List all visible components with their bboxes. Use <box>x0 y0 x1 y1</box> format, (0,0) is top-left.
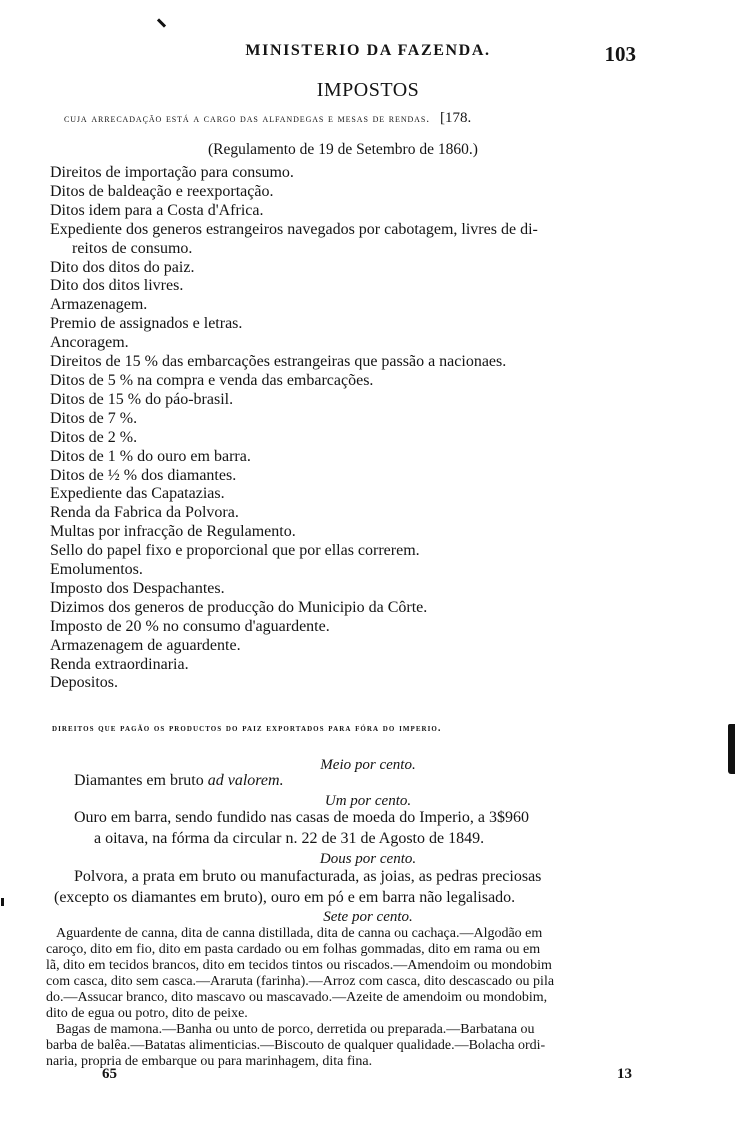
list-item: Ditos de 1 % do ouro em barra. <box>50 447 251 465</box>
rate-entry: caroço, dito em fio, dito em pasta cardado ou em folhas gommadas, dito em rama ou em <box>46 942 541 957</box>
list-item: Ditos de 5 % na compra e venda das embarcações. <box>50 371 374 389</box>
rate-entry: naria, propria de embarque ou para marinhagem, dita fina. <box>46 1054 373 1069</box>
rate-entry: barba de balêa.—Batatas alimenticias.—Biscouto de qualquer qualidade.—Bolacha ordi- <box>46 1038 546 1053</box>
export-section-heading: direitos que pagão os productos do paiz exportados para fóra do imperio. <box>52 723 442 734</box>
rate-entry-continuation: (excepto os diamantes em bruto), ouro em pó e em barra não legalisado. <box>54 889 516 906</box>
list-item: Ditos de ½ % dos diamantes. <box>50 466 237 484</box>
section-reference: [178. <box>439 110 472 126</box>
entry-italic: ad valorem. <box>207 772 284 789</box>
list-item: Armazenagem. <box>50 296 148 314</box>
running-title: MINISTERIO DA FAZENDA. <box>245 42 491 59</box>
list-item: Premio de assignados e letras. <box>50 315 243 333</box>
tax-list <box>50 164 690 693</box>
list-item: Depositos. <box>50 674 118 692</box>
rate-entry: com casca, dito sem casca.—Araruta (farinha).—Arroz com casca, dito descascado ou pila <box>46 974 555 989</box>
signature-mark-right: 13 <box>617 1066 632 1082</box>
list-item: Ditos de 2 %. <box>50 428 138 446</box>
list-item: Direitos de 15 % das embarcações estrangeiras que passão a nacionaes. <box>50 353 507 371</box>
rate-entry-continuation: a oitava, na fórma da circular n. 22 de 31 de Agosto de 1849. <box>94 830 485 847</box>
rate-heading-seven-percent: Sete por cento. <box>323 909 413 925</box>
subtitle-text: cuja arrecadação está a cargo das alfandegas e mesas de rendas. <box>64 113 430 125</box>
list-item: Direitos de importação para consumo. <box>50 164 294 181</box>
list-item: Ditos de baldeação e reexportação. <box>50 182 274 200</box>
page-number: 103 <box>604 42 636 66</box>
margin-mark <box>1 898 4 906</box>
list-item: Dito dos ditos livres. <box>50 277 184 295</box>
rate-entry: lã, dito em tecidos brancos, dito em tecidos tintos ou riscados.—Amendoim ou mondobim <box>46 958 552 973</box>
list-item: Imposto dos Despachantes. <box>50 579 225 597</box>
rate-entry: Polvora, a prata em bruto ou manufacturada, as joias, as pedras preciosas <box>74 868 542 885</box>
list-item: Emolumentos. <box>50 561 143 579</box>
rate-heading-one-percent: Um por cento. <box>324 793 412 809</box>
list-item: Expediente das Capatazias. <box>50 485 225 503</box>
list-item: Armazenagem de aguardente. <box>50 636 241 654</box>
list-item-continuation: reitos de consumo. <box>72 239 193 257</box>
subtitle <box>64 110 471 127</box>
list-item: Renda extraordinaria. <box>50 655 189 673</box>
rate-entry: Ouro em barra, sendo fundido nas casas de moeda do Imperio, a 3$960 <box>74 809 529 826</box>
list-item: Imposto de 20 % no consumo d'aguardente. <box>50 617 330 635</box>
list-item: Expediente dos generos estrangeiros navegados por cabotagem, livres de di- <box>50 220 538 238</box>
rate-entry: dito de egua ou potro, dito de peixe. <box>46 1006 248 1021</box>
ink-mark <box>157 18 166 27</box>
entry-text: Diamantes em bruto <box>74 772 208 789</box>
list-item: Sello do papel fixo e proporcional que por ellas correrem. <box>50 542 420 560</box>
list-item: Ancoragem. <box>50 334 129 352</box>
list-item: Ditos de 7 %. <box>50 409 138 427</box>
rate-entry: Aguardente de canna, dita de canna distillada, dita de canna ou cachaça.—Algodão em <box>56 926 543 941</box>
page-title: IMPOSTOS <box>316 79 420 101</box>
list-item: Dito dos ditos do paiz. <box>50 258 195 276</box>
rate-entry: Bagas de mamona.—Banha ou unto de porco, derretida ou preparada.—Barbatana ou <box>56 1022 535 1037</box>
list-item: Renda da Fabrica da Polvora. <box>50 504 239 522</box>
rate-entry: do.—Assucar branco, dito mascavo ou mascavado.—Azeite de amendoim ou mondobim, <box>46 990 548 1005</box>
list-item: Ditos de 15 % do páo-brasil. <box>50 390 234 408</box>
regulation-reference: (Regulamento de 19 de Setembro de 1860.) <box>208 141 478 158</box>
rate-heading-half-percent: Meio por cento. <box>320 757 416 773</box>
rate-entry <box>74 772 284 790</box>
rate-heading-two-percent: Dous por cento. <box>319 851 417 867</box>
list-item: Ditos idem para a Costa d'Africa. <box>50 201 264 219</box>
list-item: Dizimos dos generos de producção do Municipio da Côrte. <box>50 598 428 616</box>
list-item: Multas por infracção de Regulamento. <box>50 523 296 541</box>
signature-mark-left: 65 <box>102 1066 117 1082</box>
